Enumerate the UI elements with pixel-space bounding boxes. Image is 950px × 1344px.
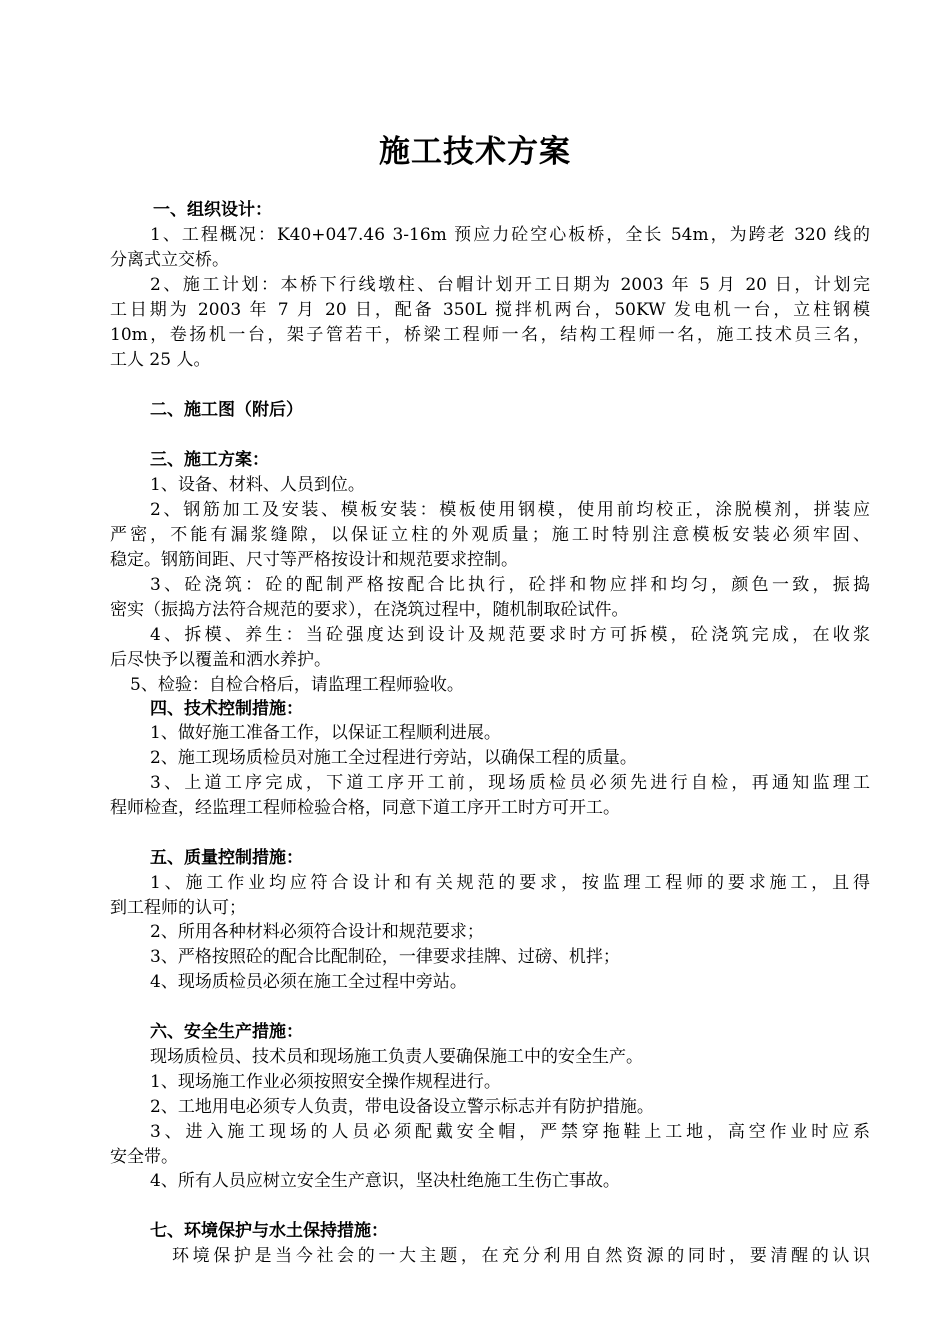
paragraph-line: 程师检查，经监理工程师检验合格，同意下道工序开工时方可开工。 xyxy=(110,798,620,818)
paragraph-line: 1、做好施工准备工作，以保证工程顺利进展。 xyxy=(150,723,501,743)
section-heading: 一、组织设计： xyxy=(153,200,272,220)
paragraph-line: 稳定。钢筋间距、尺寸等严格按设计和规范要求控制。 xyxy=(110,550,518,570)
paragraph-line: 严密，不能有漏浆缝隙，以保证立柱的外观质量；施工时特别注意模板安装必须牢固、 xyxy=(110,525,870,545)
paragraph-line: 到工程师的认可； xyxy=(110,898,246,918)
paragraph-line: 分离式立交桥。 xyxy=(110,250,229,270)
paragraph-line: 安全带。 xyxy=(110,1147,178,1167)
section-heading: 六、安全生产措施： xyxy=(150,1022,303,1042)
paragraph-line: 现场质检员、技术员和现场施工负责人要确保施工中的安全生产。 xyxy=(150,1047,643,1067)
section-heading: 二、施工图（附后） xyxy=(150,400,303,420)
paragraph-line: 3、进入施工现场的人员必须配戴安全帽，严禁穿拖鞋上工地，高空作业时应系 xyxy=(150,1122,870,1142)
section-heading: 五、质量控制措施： xyxy=(150,848,303,868)
paragraph-line: 3、砼浇筑：砼的配制严格按配合比执行，砼拌和物应拌和均匀，颜色一致，振捣 xyxy=(150,575,870,595)
document-title: 施工技术方案 xyxy=(379,134,571,170)
paragraph-line: 10m，卷扬机一台，架子管若干，桥梁工程师一名，结构工程师一名，施工技术员三名， xyxy=(110,325,870,345)
section-heading: 三、施工方案： xyxy=(150,450,269,470)
paragraph-line: 3、严格按照砼的配合比配制砼，一律要求挂牌、过磅、机拌； xyxy=(150,947,620,967)
section-heading: 七、环境保护与水土保持措施： xyxy=(150,1221,388,1241)
paragraph-line: 密实（振捣方法符合规范的要求），在浇筑过程中，随机制取砼试件。 xyxy=(110,600,629,620)
paragraph-line: 4、所有人员应树立安全生产意识，坚决杜绝施工生伤亡事故。 xyxy=(150,1171,620,1191)
paragraph-line: 环境保护是当今社会的一大主题，在充分利用自然资源的同时，要清醒的认识 xyxy=(172,1246,870,1266)
paragraph-line: 4、拆模、养生：当砼强度达到设计及规范要求时方可拆模，砼浇筑完成，在收浆 xyxy=(150,625,870,645)
section-heading: 四、技术控制措施： xyxy=(150,699,303,719)
paragraph-line: 2、钢筋加工及安装、模板安装：模板使用钢模，使用前均校正，涂脱模剂，拼装应 xyxy=(150,500,870,520)
paragraph-line: 4、现场质检员必须在施工全过程中旁站。 xyxy=(150,972,467,992)
paragraph-line: 3、上道工序完成，下道工序开工前，现场质检员必须先进行自检，再通知监理工 xyxy=(150,773,870,793)
paragraph-line: 1、施工作业均应符合设计和有关规范的要求，按监理工程师的要求施工，且得 xyxy=(150,873,870,893)
paragraph-line: 2、施工现场质检员对施工全过程进行旁站，以确保工程的质量。 xyxy=(150,748,637,768)
paragraph-line: 后尽快予以覆盖和洒水养护。 xyxy=(110,650,331,670)
paragraph-line: 1、现场施工作业必须按照安全操作规程进行。 xyxy=(150,1072,501,1092)
paragraph-line: 2、施工计划：本桥下行线墩柱、台帽计划开工日期为 2003 年 5 月 20 日，计划完 xyxy=(150,275,870,295)
paragraph-line: 2、所用各种材料必须符合设计和规范要求； xyxy=(150,922,484,942)
paragraph-line: 1、设备、材料、人员到位。 xyxy=(150,475,365,495)
paragraph-line: 工人 25 人。 xyxy=(110,350,211,370)
paragraph-line: 1、工程概况：K40+047.46 3-16m 预应力砼空心板桥，全长 54m，为跨老 320 线的 xyxy=(150,225,870,245)
paragraph-line: 5、检验：自检合格后，请监理工程师验收。 xyxy=(130,675,464,695)
paragraph-line: 工日期为 2003 年 7 月 20 日，配备 350L 搅拌机两台，50KW 发电机一台，立柱钢模 xyxy=(110,300,870,320)
paragraph-line: 2、工地用电必须专人负责，带电设备设立警示标志并有防护措施。 xyxy=(150,1097,654,1117)
